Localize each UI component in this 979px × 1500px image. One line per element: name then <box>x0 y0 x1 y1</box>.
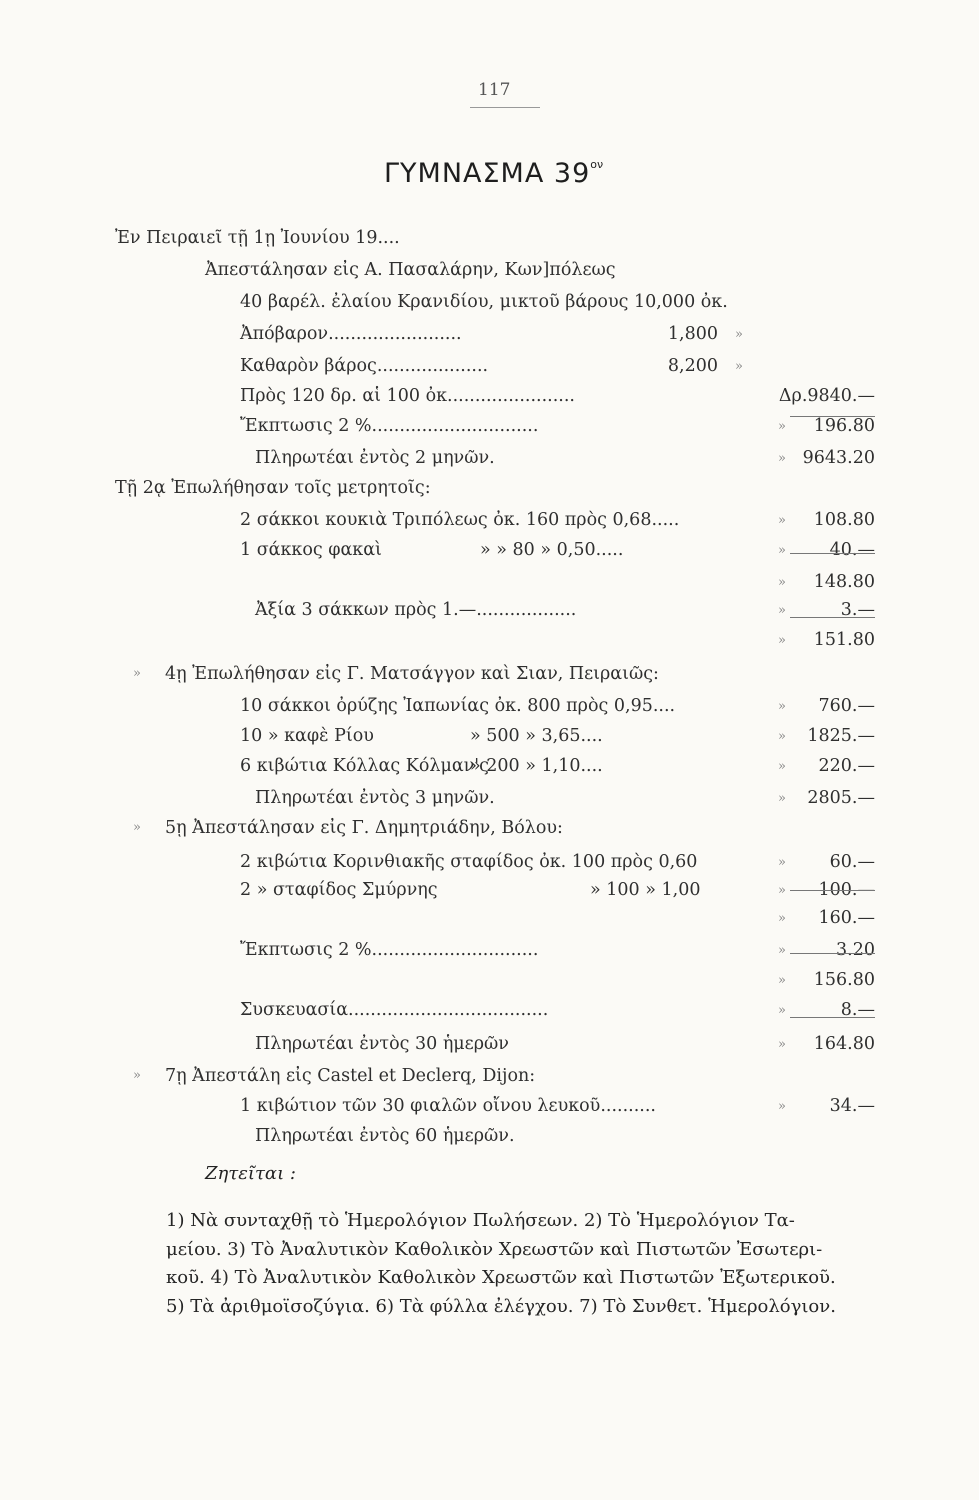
sum-rule <box>790 890 875 891</box>
amount-value: 1825.— <box>807 726 875 746</box>
ditto-mark: » <box>778 973 786 988</box>
ledger-line-text: Ἔκπτωσις 2 %.............................. <box>240 940 539 960</box>
paragraph-line: μείου. 3) Τὸ Ἀναλυτικὸν Καθολικὸν Χρεωστῶν καὶ Πιστωτῶν Ἐσωτερι- <box>166 1238 823 1260</box>
ditto-mark: » <box>778 451 786 466</box>
ledger-line-text: 2 κιβώτια Κορινθιακῆς σταφίδος ὀκ. 100 πρὸς 0,60 <box>240 852 698 872</box>
ditto-mark: » <box>778 633 786 648</box>
title-sup: ον <box>590 158 604 171</box>
ditto-mark: » <box>778 699 786 714</box>
paragraph-line: κοῦ. 4) Τὸ Ἀναλυτικὸν Καθολικὸν Χρεωστῶν καὶ Πιστωτῶν Ἐξωτερικοῦ. <box>166 1267 836 1288</box>
amount-value: 156.80 <box>813 970 875 990</box>
ditto-mark: » <box>778 855 786 870</box>
ditto-mark: » <box>133 820 141 835</box>
amount-value: 40.— <box>829 540 875 560</box>
ledger-line-text: Πληρωτέαι ἐντὸς 3 μηνῶν. <box>255 788 495 808</box>
ditto-mark: » <box>133 1068 141 1083</box>
title-main: ΓΥΜΝΑΣΜΑ 39 <box>384 158 591 189</box>
ledger-line-text: Ἀπεστάλησαν εἰς Α. Πασαλάρην, Κων]πόλεως <box>205 260 616 280</box>
ditto-mark: » <box>778 1099 786 1114</box>
ledger-line-text: Πρὸς 120 δρ. αἱ 100 ὀκ....................... <box>240 386 575 406</box>
ditto-mark: » <box>133 666 141 681</box>
ditto-mark: » <box>778 943 786 958</box>
ledger-line-text: Συσκευασία.................................... <box>240 1000 549 1020</box>
amount-value: 1,800 <box>667 324 718 344</box>
amount-value: 151.80 <box>813 630 875 650</box>
ditto-mark: » <box>735 359 743 374</box>
ledger-line-text: 4ῃ Ἐπωλήθησαν εἰς Γ. Ματσάγγον καὶ Σιαν, Πειραιῶς: <box>165 664 659 684</box>
amount-value: 3.20 <box>836 940 875 960</box>
ditto-mark: » <box>778 603 786 618</box>
ledger-line-quantity: » » 80 » 0,50..... <box>480 540 624 560</box>
ledger-line-text: 7ῃ Ἀπεστάλη εἰς Castel et Declerq, Dijon: <box>165 1066 536 1086</box>
ditto-mark: » <box>778 543 786 558</box>
ditto-mark: » <box>778 419 786 434</box>
ditto-mark: » <box>778 1037 786 1052</box>
ledger-line-text: Καθαρὸν βάρος.................... <box>240 356 489 376</box>
amount-value: 164.80 <box>813 1034 875 1054</box>
ledger-line-quantity: » 200 » 1,10.... <box>470 756 603 776</box>
ledger-line-quantity: » 100 » 1,00 <box>590 880 701 900</box>
ledger-line-text: 1 σάκκος φακαὶ <box>240 540 382 560</box>
sum-rule <box>790 416 875 417</box>
amount-value: Δρ.9840.— <box>778 386 875 406</box>
amount-value: 220.— <box>818 756 875 776</box>
amount-value: 34.— <box>829 1096 875 1116</box>
ledger-line-text: Ἐν Πειραιεῖ τῇ 1ῃ Ἰουνίου 19.... <box>115 228 400 248</box>
amount-value: 8.— <box>840 1000 875 1020</box>
ledger-line-text: Ἔκπτωσις 2 %.............................. <box>240 416 539 436</box>
amount-value: 108.80 <box>813 510 875 530</box>
amount-value: 3.— <box>840 600 875 620</box>
ditto-mark: » <box>735 327 743 342</box>
ditto-mark: » <box>778 883 786 898</box>
paragraph-line: 5) Τὰ ἀριθμοϊσοζύγια. 6) Τὰ φύλλα ἐλέγχου. 7) Τὸ Συνθετ. Ἡμερολόγιον. <box>166 1295 836 1317</box>
sum-rule <box>790 1017 875 1018</box>
ditto-mark: » <box>778 759 786 774</box>
amount-value: 760.— <box>818 696 875 716</box>
ditto-mark: » <box>778 791 786 806</box>
ditto-mark: » <box>778 513 786 528</box>
ditto-mark: » <box>778 1003 786 1018</box>
ledger-line-text: 5ῃ Ἀπεστάλησαν εἰς Γ. Δημητριάδην, Βόλου: <box>165 818 563 838</box>
page-number-rule <box>470 107 540 108</box>
ledger-line-text: 6 κιβώτια Κόλλας Κόλμαν'ς <box>240 756 489 776</box>
amount-value: 8,200 <box>667 356 718 376</box>
exercise-title <box>384 158 603 189</box>
ledger-line-text: Ἀξία 3 σάκκων πρὸς 1.—.................. <box>255 600 577 620</box>
ditto-mark: » <box>778 729 786 744</box>
amount-value: 160.— <box>818 908 875 928</box>
ledger-line-text: 1 κιβώτιον τῶν 30 φιαλῶν οἴνου λευκοῦ.......... <box>240 1096 656 1116</box>
ledger-line-text: Πληρωτέαι ἐντὸς 2 μηνῶν. <box>255 448 495 468</box>
ledger-line-text: 2 » σταφίδος Σμύρνης <box>240 880 438 900</box>
ask-label: Ζητεῖται : <box>205 1163 296 1184</box>
ditto-mark: » <box>778 911 786 926</box>
ledger-line-text: Τῇ 2ᾳ Ἐπωλήθησαν τοῖς μετρητοῖς: <box>115 478 431 498</box>
ledger-line-text: 10 σάκκοι ὀρύζης Ἰαπωνίας ὀκ. 800 πρὸς 0,95.... <box>240 696 676 716</box>
ledger-line-quantity: » 500 » 3,65.... <box>470 726 603 746</box>
ditto-mark: » <box>778 575 786 590</box>
ledger-line-text: Πληρωτέαι ἐντὸς 60 ἡμερῶν. <box>255 1126 515 1146</box>
amount-value: 9643.20 <box>802 448 875 468</box>
sum-rule <box>790 953 875 954</box>
amount-value: 60.— <box>829 852 875 872</box>
amount-value: 148.80 <box>813 572 875 592</box>
ledger-line-text: 2 σάκκοι κουκιὰ Τριπόλεως ὀκ. 160 πρὸς 0,68..... <box>240 510 680 530</box>
amount-value: 196.80 <box>813 416 875 436</box>
sum-rule <box>790 553 875 554</box>
page-number: 117 <box>478 80 511 100</box>
amount-value: 2805.— <box>807 788 875 808</box>
ledger-line-text: Πληρωτέαι ἐντὸς 30 ἡμερῶν <box>255 1034 509 1054</box>
paragraph-line: 1) Νὰ συνταχθῇ τὸ Ἡμερολόγιον Πωλήσεων. 2) Τὸ Ἡμερολόγιον Τα- <box>166 1210 795 1231</box>
ledger-line-text: 10 » καφὲ Ρίου <box>240 726 374 746</box>
instructions-paragraph <box>166 1207 881 1321</box>
amount-value: 100.— <box>818 880 875 900</box>
sum-rule <box>790 617 875 618</box>
ledger-line-text: Ἀπόβαρον........................ <box>240 324 462 344</box>
ledger-line-text: 40 βαρέλ. ἐλαίου Κρανιδίου, μικτοῦ βάρους 10,000 ὀκ. <box>240 292 728 312</box>
